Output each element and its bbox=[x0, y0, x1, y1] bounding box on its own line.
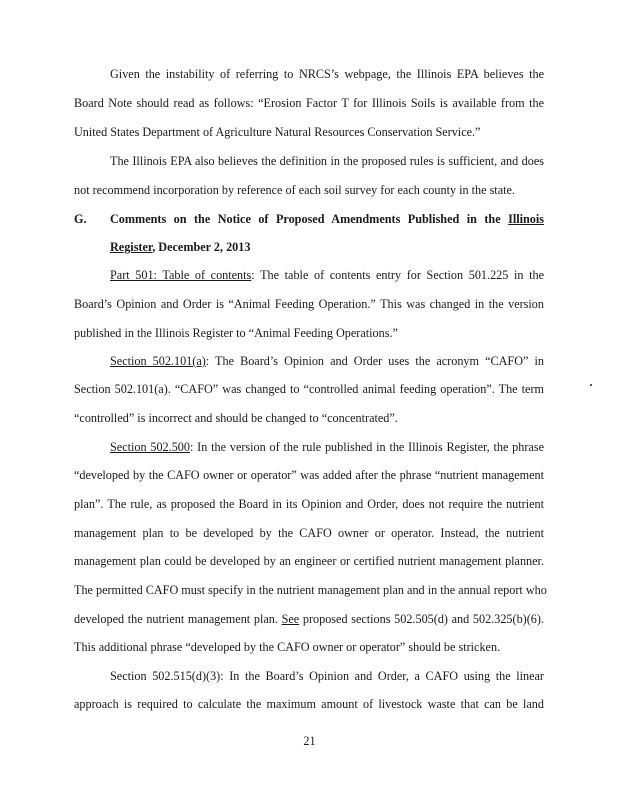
p3-lead: Part 501: Table of contents bbox=[110, 268, 252, 282]
page-number: 21 bbox=[303, 734, 316, 748]
p5-line-1-rest: : In the version of the rule published in the Illinois Register, the phrase bbox=[189, 440, 544, 454]
p5-lead: Section 502.500 bbox=[110, 440, 190, 454]
p5-line-7-post: proposed sections 502.505(d) and 502.325(b)(6). bbox=[302, 612, 544, 626]
p3-line-1-rest: : The table of contents entry for Section 501.225 in the bbox=[251, 268, 544, 282]
p3-line-1 bbox=[110, 268, 544, 282]
p5-line-2: “developed by the CAFO owner or operator” was added after the phrase “nutrient management bbox=[74, 468, 544, 482]
p4-line-2: Section 502.101(a). “CAFO” was changed to “controlled animal feeding operation”. The term bbox=[74, 382, 544, 396]
p4-lead: Section 502.101(a) bbox=[110, 354, 206, 368]
p4-line-1-rest: : The Board’s Opinion and Order uses the acronym “CAFO” in bbox=[205, 354, 544, 368]
p1-line-2: Board Note should read as follows: “Erosion Factor T for Illinois Soils is available from the bbox=[74, 96, 544, 110]
p5-line-8: This additional phrase “developed by the CAFO owner or operator” should be stricken. bbox=[74, 640, 501, 654]
p5-line-1 bbox=[110, 440, 544, 454]
p5-line-6: The permitted CAFO must specify in the nutrient management plan and in the annual report who bbox=[74, 583, 547, 597]
p5-line-4: management plan to be developed by the CAFO owner or operator. Instead, the nutrient bbox=[74, 526, 544, 540]
heading-illinois: Illinois bbox=[508, 212, 544, 226]
p4-line-3: “controlled” is incorrect and should be changed to “concentrated”. bbox=[74, 411, 398, 425]
section-letter: G. bbox=[74, 212, 87, 226]
p3-line-2: Board’s Opinion and Order is “Animal Feeding Operation.” This was changed in the version bbox=[74, 297, 544, 311]
heading-register: Register bbox=[110, 240, 153, 254]
p5-line-7 bbox=[74, 612, 544, 626]
margin-speck bbox=[590, 384, 592, 386]
p3-line-3: published in the Illinois Register to “Animal Feeding Operations.” bbox=[74, 326, 398, 340]
p6-line-1: Section 502.515(d)(3): In the Board’s Opinion and Order, a CAFO using the linear bbox=[110, 669, 544, 683]
p5-line-7-pre: developed the nutrient management plan. bbox=[74, 612, 278, 626]
section-heading-line-2 bbox=[110, 240, 544, 254]
p5-line-3: plan”. The rule, as proposed the Board in its Opinion and Order, does not require the nutrient bbox=[74, 497, 544, 511]
section-heading-line-1 bbox=[110, 212, 544, 226]
p5-see: See bbox=[281, 612, 300, 626]
p4-line-1 bbox=[110, 354, 544, 368]
heading-text: Comments on the Notice of Proposed Amendments Published in the bbox=[110, 212, 501, 226]
heading-date: , December 2, 2013 bbox=[152, 240, 251, 254]
p5-line-5: management plan could be developed by an engineer or certified nutrient management planner. bbox=[74, 554, 544, 568]
p1-line-1: Given the instability of referring to NRCS’s webpage, the Illinois EPA believes the bbox=[110, 67, 544, 81]
p2-line-2: not recommend incorporation by reference of each soil survey for each county in the state. bbox=[74, 183, 515, 197]
p1-line-3: United States Department of Agriculture Natural Resources Conservation Service.” bbox=[74, 125, 481, 139]
p6-line-2: approach is required to calculate the maximum amount of livestock waste that can be land bbox=[74, 697, 544, 711]
p2-line-1: The Illinois EPA also believes the definition in the proposed rules is sufficient, and does bbox=[110, 154, 544, 168]
